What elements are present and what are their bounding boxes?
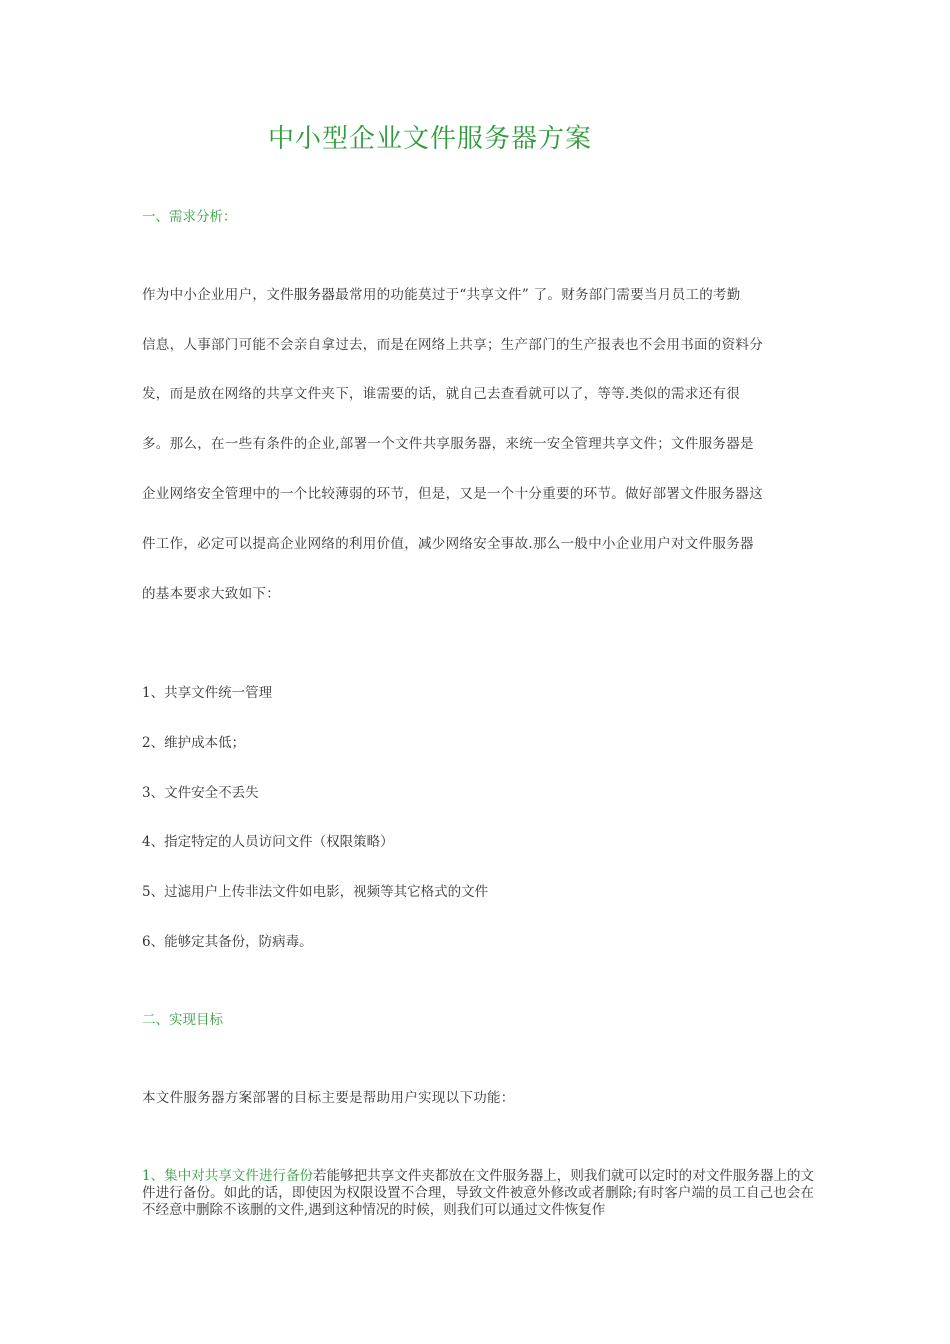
text-run: 最常用的功能莫过于“共享文件” 了。财务部门需要当月员工的考勤 [335, 287, 741, 303]
goal-paragraph [142, 1168, 814, 1219]
section-heading-goals: 二、实现目标 [142, 1012, 223, 1028]
goal-heading: 1、集中对共享文件进行备份 [142, 1168, 314, 1184]
section-heading-requirements: 一、需求分析： [142, 209, 237, 225]
paragraph-line: 本文件服务器方案部署的目标主要是帮助用户实现以下功能： [142, 1090, 515, 1106]
document-title: 中小型企业文件服务器方案 [268, 124, 593, 154]
list-item: 4、指定特定的人员访问文件（权限策略） [142, 834, 394, 850]
list-item: 3、文件安全不丢失 [142, 785, 259, 801]
paragraph-line: 的基本要求大致如下： [142, 586, 280, 602]
list-item: 6、能够定其备份，防病毒。 [142, 934, 313, 950]
paragraph-line: 件工作，必定可以提高企业网络的利用价值，减少网络安全事故.那么一般中小企业用户对文件服务器 [142, 536, 754, 552]
list-item: 2、维护成本低； [142, 735, 246, 751]
paragraph-line: 发，而是放在网络的共享文件夹下，谁需要的话，就自己去查看就可以了，等等.类似的需求还有很 [142, 386, 740, 402]
list-item: 1、共享文件统一管理 [142, 685, 273, 701]
paragraph-line: 企业网络安全管理中的一个比较薄弱的环节，但是，又是一个十分重要的环节。做好部署文件服务器这 [142, 486, 763, 502]
keyword-server-link[interactable]: 服务器 [293, 287, 336, 303]
paragraph-line [142, 283, 741, 303]
list-item: 5、过滤用户上传非法文件如电影，视频等其它格式的文件 [142, 884, 489, 900]
paragraph-line: 多。那么，在一些有条件的企业,部署一个文件共享服务器，来统一安全管理共享文件；文件服务器是 [142, 436, 754, 452]
paragraph-line: 信息，人事部门可能不会亲自拿过去，而是在网络上共享；生产部门的生产报表也不会用书面的资料分 [142, 337, 763, 353]
goal-text: 若能够把共享文件夹都放在文件服务器上，则我们就可以定时的对文件服务器上的文件进行备份。如此的话，即使因为权限设置不合理，导致文件被意外修改或者删除;有时客户端的员工自己也会在不经意中删除不该删的文件,遇到这种情况的时候，则我们可以通过文件恢复作 [142, 1168, 815, 1218]
text-run: 作为中小企业用户，文件 [142, 287, 294, 303]
